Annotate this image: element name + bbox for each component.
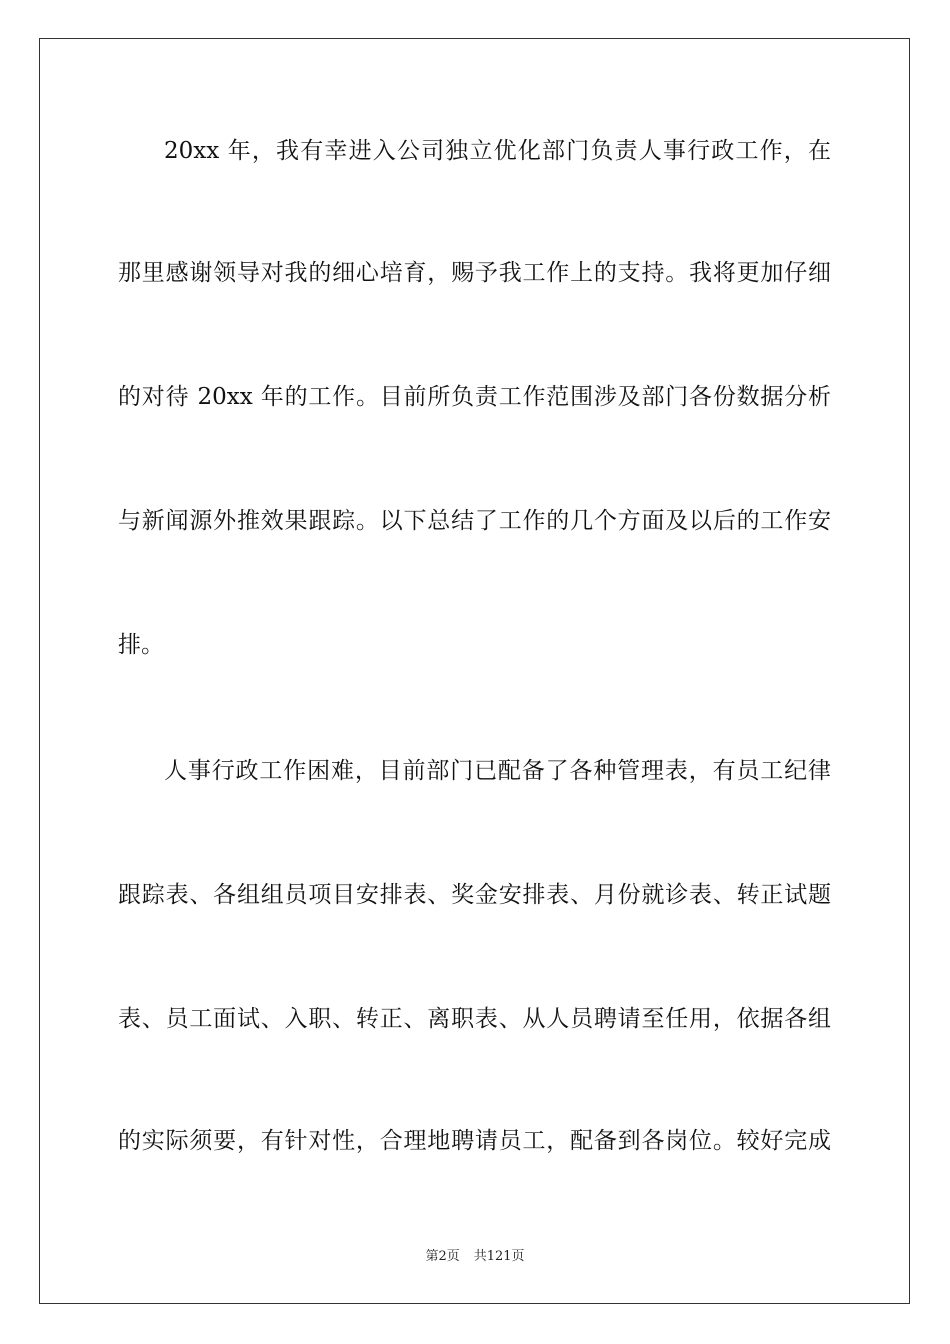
page-number: 第2页 [425,1249,460,1264]
paragraph-1-line-3: 的对待 20xx 年的工作。目前所负责工作范围涉及部门各份数据分析 [118,384,831,410]
paragraph-2-line-2: 跟踪表、各组组员项目安排表、奖金安排表、月份就诊表、转正试题 [118,882,831,908]
paragraph-1-line-4: 与新闻源外推效果跟踪。以下总结了工作的几个方面及以后的工作安 [118,508,831,534]
paragraph-1-line-1: 20xx 年，我有幸进入公司独立优化部门负责人事行政工作，在 [164,138,831,164]
total-pages: 共121页 [473,1249,525,1264]
paragraph-1-line-2: 那里感谢领导对我的细心培育，赐予我工作上的支持。我将更加仔细 [118,260,831,286]
page-border [39,38,910,1304]
page-footer [0,1248,950,1266]
paragraph-2-line-1: 人事行政工作困难，目前部门已配备了各种管理表，有员工纪律 [164,758,831,784]
paragraph-2-line-3: 表、员工面试、入职、转正、离职表、从人员聘请至任用，依据各组 [118,1006,831,1032]
paragraph-1-line-5: 排。 [118,632,164,658]
paragraph-2-line-4: 的实际须要，有针对性，合理地聘请员工，配备到各岗位。较好完成 [118,1128,831,1154]
